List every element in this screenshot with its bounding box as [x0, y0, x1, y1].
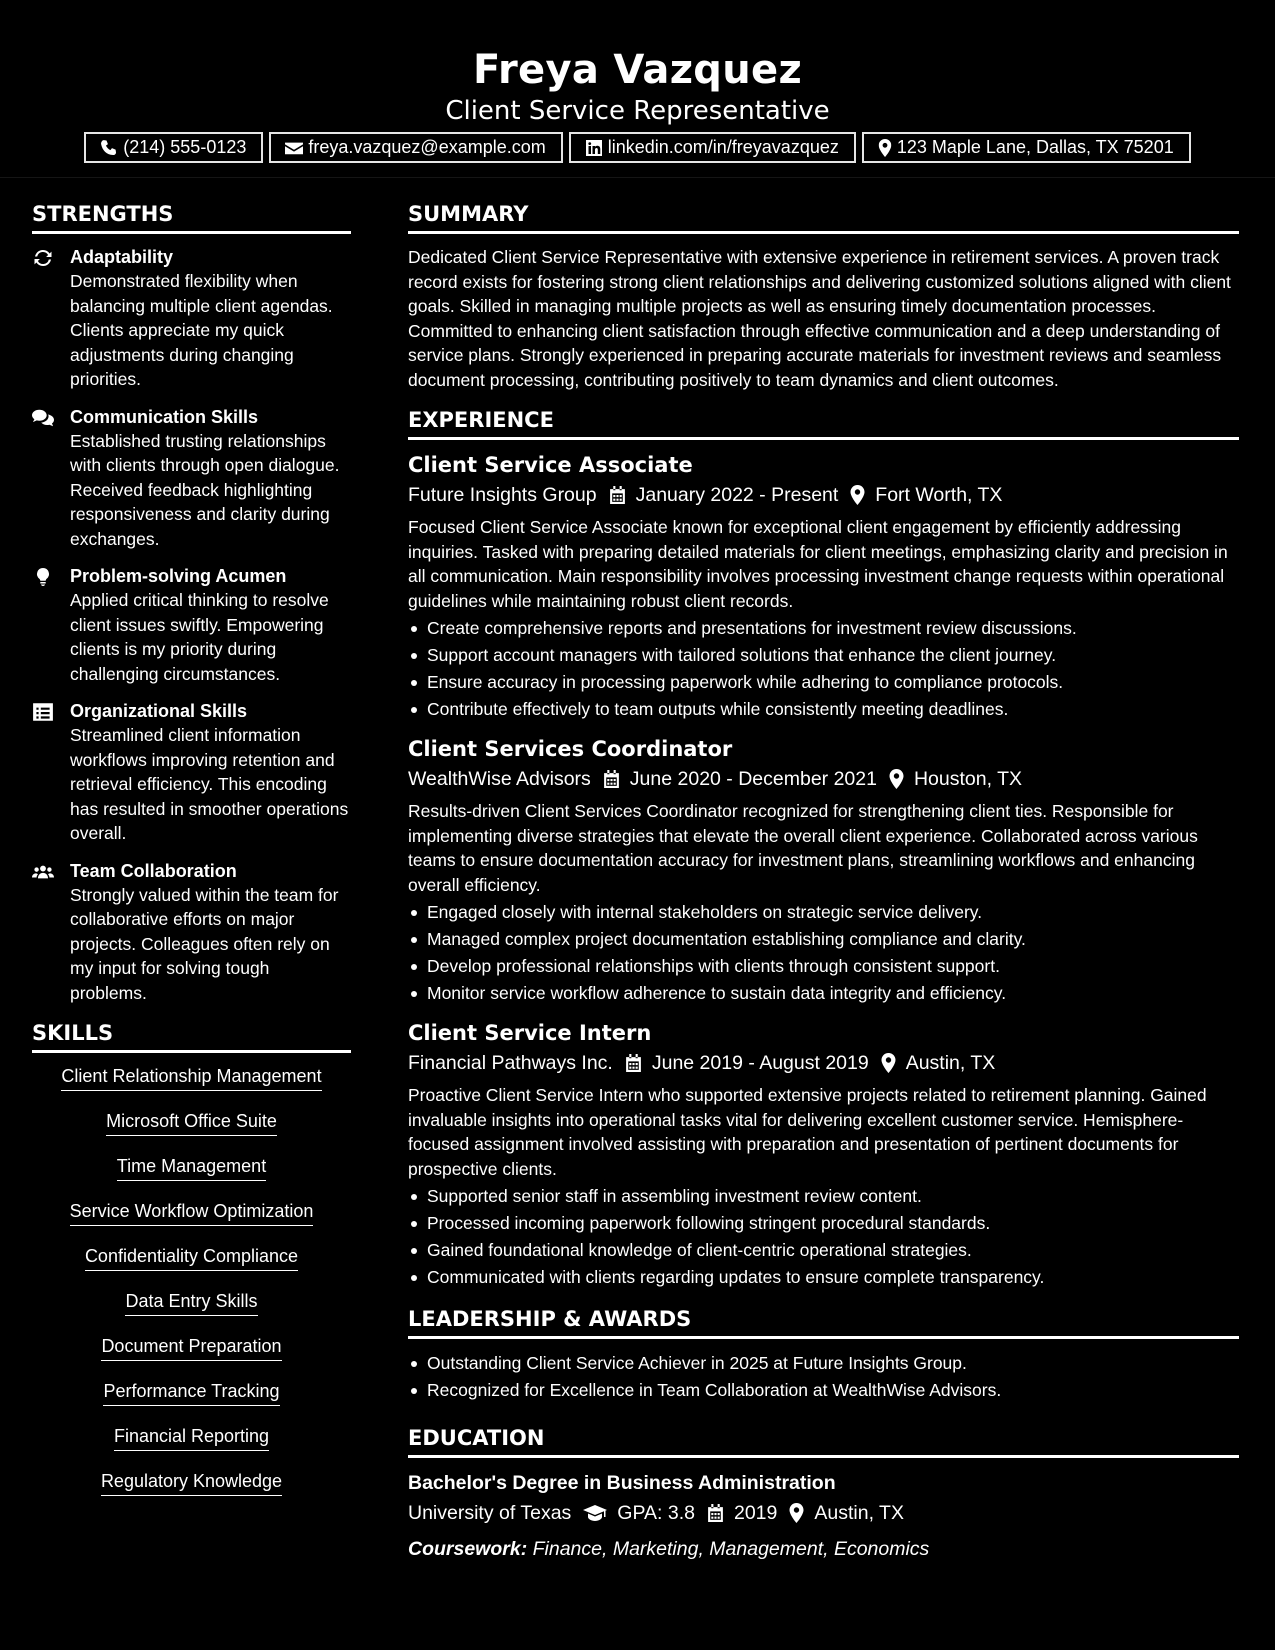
strength-item	[32, 859, 351, 1006]
bullet-item: Gained foundational knowledge of client-centric operational strategies.	[408, 1237, 1239, 1264]
graduation-cap-icon	[583, 1505, 607, 1521]
job-dates: June 2020 - December 2021	[629, 768, 877, 790]
job-company: Financial Pathways Inc.	[408, 1052, 613, 1074]
calendar-icon	[609, 486, 626, 505]
job-location: Austin, TX	[905, 1052, 996, 1074]
contact-text: linkedin.com/in/freyavazquez	[607, 137, 839, 157]
job-location: Houston, TX	[913, 768, 1022, 790]
skills-heading: SKILLS	[32, 1019, 351, 1053]
strength-desc: Strongly valued within the team for collaborative efforts on major projects. Colleagues often rely on my input for solving tough problems.	[70, 884, 339, 1003]
strength-item	[32, 564, 351, 686]
job-title: Client Service Associate	[408, 453, 693, 477]
bullet-item: Develop professional relationships with clients through consistent support.	[408, 953, 1239, 980]
summary-heading: SUMMARY	[408, 200, 1239, 234]
skill-item: Regulatory Knowledge	[101, 1469, 282, 1496]
lightbulb-icon	[32, 567, 54, 587]
skill-item: Data Entry Skills	[125, 1289, 257, 1316]
calendar-icon	[707, 1504, 724, 1523]
job-bullets	[408, 899, 1239, 1007]
contact-address[interactable]	[862, 132, 1191, 163]
skill-item: Confidentiality Compliance	[85, 1244, 298, 1271]
candidate-name: Freya Vazquez	[472, 47, 803, 93]
strength-name: Problem-solving Acumen	[70, 566, 287, 586]
school-name: University of Texas	[408, 1502, 572, 1524]
contact-phone[interactable]	[84, 132, 263, 163]
skills-list	[32, 1064, 351, 1514]
award-item: Outstanding Client Service Achiever in 2025 at Future Insights Group.	[408, 1350, 1239, 1377]
bullet-item: Communicated with clients regarding updates to ensure complete transparency.	[408, 1264, 1239, 1291]
contact-text: 123 Maple Lane, Dallas, TX 75201	[896, 137, 1174, 157]
gpa: GPA: 3.8	[617, 1502, 695, 1524]
contact-text: freya.vazquez@example.com	[308, 137, 546, 157]
job-company: WealthWise Advisors	[408, 768, 591, 790]
strength-item	[32, 245, 351, 392]
skill-item: Microsoft Office Suite	[106, 1109, 277, 1136]
education-meta	[408, 1497, 1239, 1529]
contact-bar	[0, 132, 1275, 163]
bullet-item: Supported senior staff in assembling investment review content.	[408, 1183, 1239, 1210]
resume-header	[0, 0, 1275, 178]
bullet-item: Create comprehensive reports and presentations for investment review discussions.	[408, 615, 1239, 642]
job-meta	[408, 1047, 1239, 1079]
left-column	[32, 200, 351, 1514]
summary-text: Dedicated Client Service Representative with extensive experience in retirement services. A proven track record exists for fostering strong client relationships and delivering customized solutions aligned with client goals. Skilled in managing multiple projects as well as ensuring timely documentation processes. Committed to enhancing client satisfaction through effective communication and a deep understanding of service plans. Strongly experienced in preparing accurate materials for investment reviews and seamless document processing, contributing positively to team dynamics and client outcomes.	[408, 247, 1231, 390]
coursework-list: Finance, Marketing, Management, Economics	[532, 1538, 930, 1560]
strength-name: Adaptability	[70, 247, 174, 267]
map-marker-icon	[878, 139, 892, 157]
experience-heading: EXPERIENCE	[408, 406, 1239, 440]
sync-icon	[32, 248, 54, 268]
award-item: Recognized for Excellence in Team Collaboration at WealthWise Advisors.	[408, 1377, 1239, 1404]
awards-heading: LEADERSHIP & AWARDS	[408, 1305, 1239, 1339]
job-dates: June 2019 - August 2019	[651, 1052, 869, 1074]
job-description: Results-driven Client Services Coordinator recognized for strengthening client ties. Responsible for implementing diverse strategies that elevate the overall client experience. Collaborated across various teams to ensure documentation accuracy for investment plans, streamlining workflows and enhancing overall efficiency.	[408, 801, 1198, 895]
bullet-item: Monitor service workflow adherence to sustain data integrity and efficiency.	[408, 980, 1239, 1007]
job-bullets	[408, 1183, 1239, 1291]
strengths-heading: STRENGTHS	[32, 200, 351, 234]
job-dates: January 2022 - Present	[635, 484, 839, 506]
strength-desc: Applied critical thinking to resolve client issues swiftly. Empowering clients is my priority during challenging circumstances.	[70, 590, 329, 684]
job-meta	[408, 763, 1239, 795]
strength-desc: Demonstrated flexibility when balancing multiple client agendas. Clients appreciate my quick adjustments during changing priorities.	[70, 271, 333, 389]
bullet-item: Ensure accuracy in processing paperwork while adhering to compliance protocols.	[408, 669, 1239, 696]
phone-icon	[100, 139, 118, 157]
calendar-icon	[625, 1054, 642, 1073]
skill-item: Document Preparation	[101, 1334, 281, 1361]
graduation-year: 2019	[733, 1502, 778, 1524]
job-description: Proactive Client Service Intern who supported extensive projects related to retirement planning. Gained invaluable insights into operational tasks vital for delivering excellent customer service. Hemisphere-focused assignment involved assisting with preparation and presentation of pertinent documents for prospective clients.	[408, 1085, 1207, 1179]
bullet-item: Contribute effectively to team outputs while consistently meeting deadlines.	[408, 696, 1239, 723]
job-entry	[408, 735, 1239, 1007]
skill-item: Performance Tracking	[103, 1379, 279, 1406]
job-title: Client Service Intern	[408, 1021, 652, 1045]
bullet-item: Managed complex project documentation establishing compliance and clarity.	[408, 926, 1239, 953]
skill-item: Client Relationship Management	[61, 1064, 321, 1091]
contact-email[interactable]	[269, 132, 562, 163]
bullet-item: Support account managers with tailored solutions that enhance the client journey.	[408, 642, 1239, 669]
job-location: Fort Worth, TX	[875, 484, 1003, 506]
awards-list	[408, 1350, 1239, 1404]
candidate-title: Client Service Representative	[445, 96, 830, 126]
linkedin-icon	[585, 139, 603, 157]
degree-title: Bachelor's Degree in Business Administration	[408, 1472, 836, 1494]
map-marker-icon	[850, 485, 865, 505]
job-company: Future Insights Group	[408, 484, 597, 506]
list-icon	[32, 702, 54, 722]
strength-item	[32, 699, 351, 846]
coursework	[408, 1533, 1239, 1565]
strength-desc: Established trusting relationships with clients through open dialogue. Received feedback highlighting responsiveness and clarity during exchanges.	[70, 430, 340, 549]
job-description: Focused Client Service Associate known for exceptional client engagement by efficiently addressing inquiries. Tasked with preparing detailed materials for client meetings, emphasizing clarity and precision in all communication. Main responsibility involves processing investment change requests within operational guidelines while maintaining robust client records.	[408, 517, 1228, 611]
education-heading: EDUCATION	[408, 1424, 1239, 1458]
bullet-item: Engaged closely with internal stakeholders on strategic service delivery.	[408, 899, 1239, 926]
bullet-item: Processed incoming paperwork following stringent procedural standards.	[408, 1210, 1239, 1237]
strength-name: Team Collaboration	[70, 860, 237, 881]
contact-text: (214) 555-0123	[123, 137, 247, 157]
job-entry	[408, 451, 1239, 723]
skill-item: Time Management	[117, 1154, 266, 1181]
map-marker-icon	[789, 1503, 804, 1523]
strength-desc: Streamlined client information workflows improving retention and retrieval efficiency. This encoding has resulted in smoother operations overall.	[70, 725, 349, 843]
job-bullets	[408, 615, 1239, 723]
map-marker-icon	[881, 1053, 896, 1073]
contact-linkedin[interactable]	[569, 132, 856, 163]
strength-item	[32, 405, 351, 552]
map-marker-icon	[889, 769, 904, 789]
coursework-label: Coursework:	[408, 1538, 528, 1560]
job-entry	[408, 1019, 1239, 1291]
strength-name: Communication Skills	[70, 406, 259, 427]
calendar-icon	[603, 770, 620, 789]
job-title: Client Services Coordinator	[408, 737, 733, 761]
users-icon	[32, 862, 54, 882]
school-location: Austin, TX	[814, 1502, 904, 1524]
skill-item: Financial Reporting	[114, 1424, 269, 1451]
right-column	[408, 200, 1239, 1565]
envelope-icon	[285, 139, 303, 157]
strength-name: Organizational Skills	[70, 701, 248, 721]
job-meta	[408, 479, 1239, 511]
comments-icon	[32, 408, 54, 428]
skill-item: Service Workflow Optimization	[70, 1199, 314, 1226]
